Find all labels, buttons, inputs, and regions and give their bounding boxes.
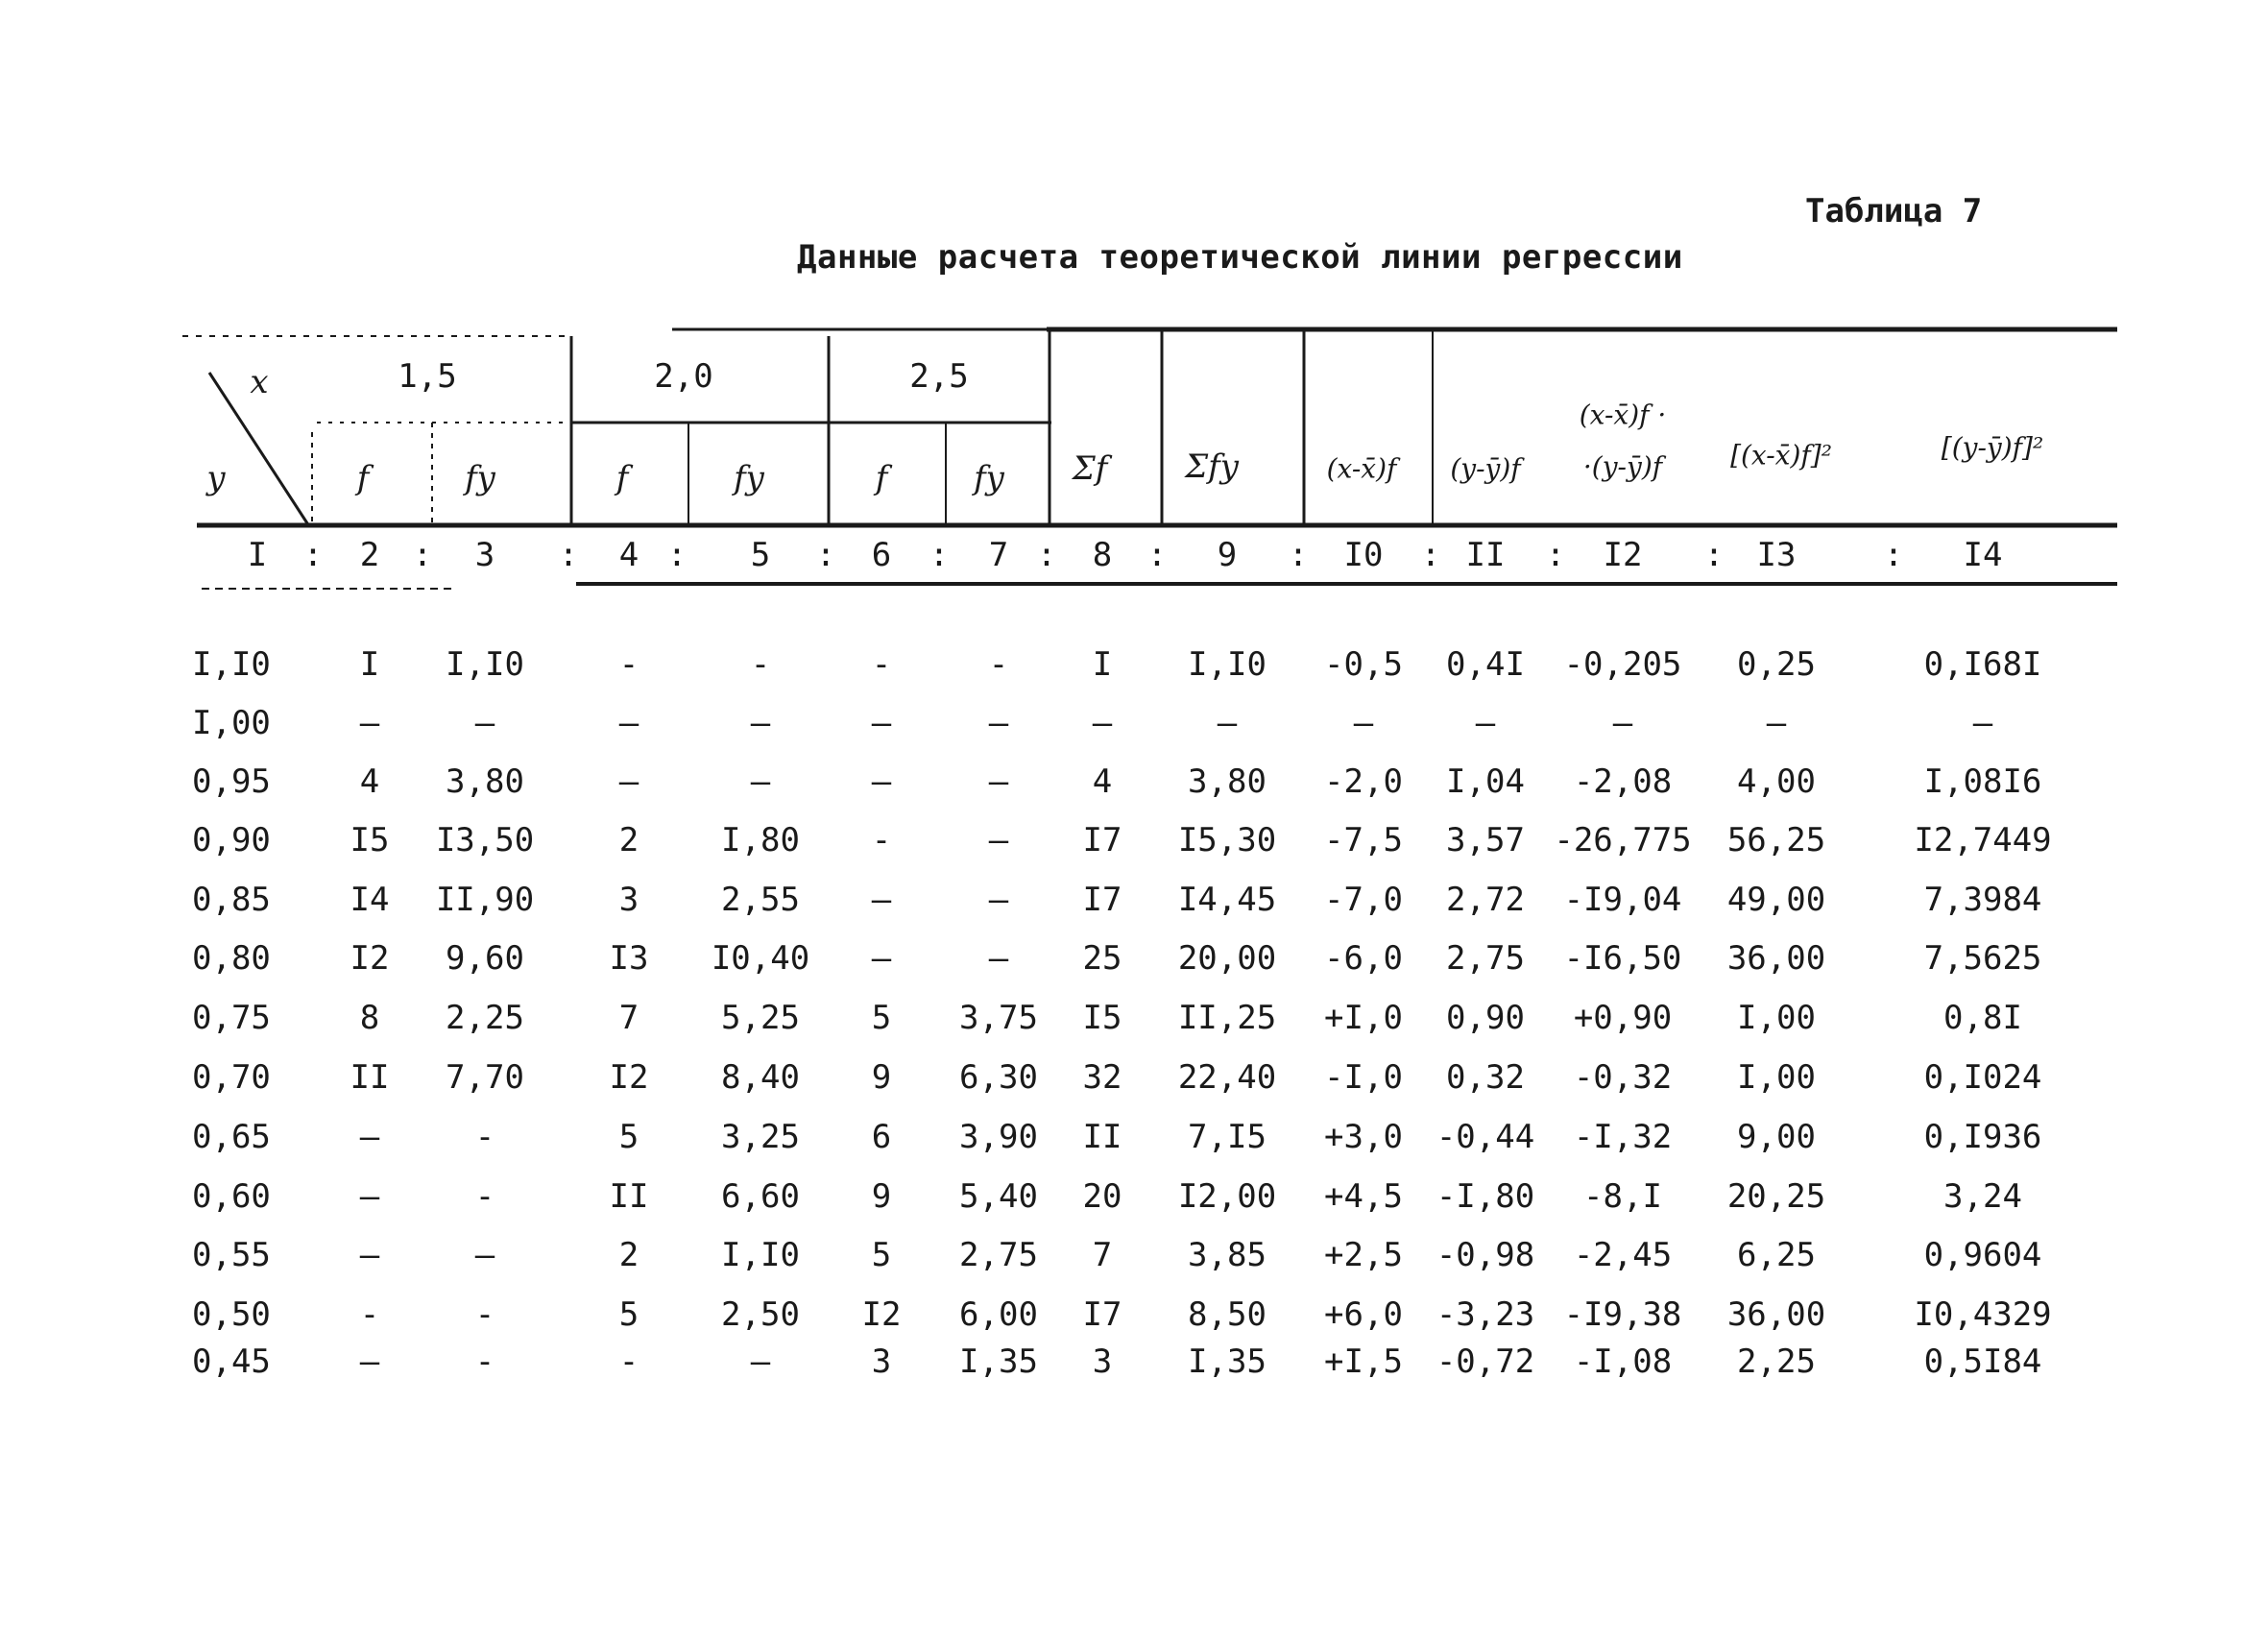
table-cell: 5 — [618, 1295, 639, 1334]
table-cell: II,90 — [435, 881, 535, 919]
table-cell: 4 — [1092, 762, 1113, 801]
table-cell: -0,72 — [1436, 1343, 1535, 1381]
table-cell: I5 — [350, 821, 390, 859]
table-cell: I,I0 — [192, 645, 271, 684]
table-cell: 7,I5 — [1188, 1118, 1267, 1156]
table-cell: - — [750, 645, 771, 684]
table-cell: 0,8I — [1943, 999, 2022, 1037]
column-number-6: 6 — [871, 536, 892, 574]
table-cell: 22,40 — [1177, 1058, 1277, 1097]
table-cell: -7,0 — [1324, 881, 1403, 919]
col-5-header: fy — [734, 459, 764, 497]
table-cell: — — [359, 1177, 380, 1216]
table-cell: I,00 — [1737, 1058, 1816, 1097]
col-9-header: Σfy — [1185, 448, 1239, 486]
column-number-7: 7 — [988, 536, 1009, 574]
col-14-header: [(y-ȳ)f]² — [1941, 431, 2044, 464]
table-cell: 9 — [871, 1058, 892, 1097]
table-cell: 3,75 — [959, 999, 1038, 1037]
table-cell: — — [359, 1343, 380, 1381]
column-number-4: 4 — [618, 536, 639, 574]
table-cell: I5 — [1082, 999, 1122, 1037]
col-7-header: fy — [974, 459, 1004, 497]
table-cell: 0,I936 — [1923, 1118, 2042, 1156]
table-cell: — — [988, 939, 1009, 978]
table-cell: 0,45 — [192, 1343, 271, 1381]
column-separator: : — [1288, 536, 1309, 574]
table-cell: -I,08 — [1573, 1343, 1673, 1381]
table-cell: -8,I — [1583, 1177, 1662, 1216]
table-cell: — — [750, 762, 771, 801]
table-cell: — — [871, 704, 892, 742]
column-separator: : — [558, 536, 579, 574]
col-8-header: Σf — [1072, 449, 1108, 488]
table-cell: I,I0 — [446, 645, 524, 684]
table-cell: 0,85 — [192, 881, 271, 919]
table-cell: 0,90 — [192, 821, 271, 859]
table-cell: I2 — [609, 1058, 649, 1097]
col-12-header-line2: ·(y-ȳ)f — [1582, 450, 1663, 483]
column-number-2: 2 — [359, 536, 380, 574]
table-cell: I7 — [1082, 881, 1122, 919]
table-cell: 0,32 — [1446, 1058, 1525, 1097]
table-cell: 0,70 — [192, 1058, 271, 1097]
table-cell: I,08I6 — [1923, 762, 2042, 801]
table-cell: 6,60 — [721, 1177, 800, 1216]
table-cell: 7,3984 — [1923, 881, 2042, 919]
table-cell: 2,55 — [721, 881, 800, 919]
table-cell: 6,30 — [959, 1058, 1038, 1097]
table-cell: +I,5 — [1324, 1343, 1403, 1381]
table-cell: I,I0 — [721, 1236, 800, 1274]
table-cell: — — [871, 881, 892, 919]
table-cell: I2 — [861, 1295, 902, 1334]
table-cell: — — [474, 1236, 495, 1274]
x-value-2: 2,0 — [654, 357, 713, 396]
table-cell: -I6,50 — [1563, 939, 1682, 978]
table-cell: I,I0 — [1188, 645, 1267, 684]
corner-x-label: x — [250, 363, 269, 401]
table-cell: 7,5625 — [1923, 939, 2042, 978]
table-cell: 5 — [618, 1118, 639, 1156]
table-cell: -0,44 — [1436, 1118, 1535, 1156]
table-cell: 36,00 — [1726, 939, 1826, 978]
table-cell: — — [988, 881, 1009, 919]
table-cell: +I,0 — [1324, 999, 1403, 1037]
table-cell: - — [474, 1118, 495, 1156]
table-cell: 3 — [871, 1343, 892, 1381]
table-cell: -7,5 — [1324, 821, 1403, 859]
table-cell: 3,24 — [1943, 1177, 2022, 1216]
table-cell: — — [1612, 704, 1633, 742]
table-cell: — — [359, 1118, 380, 1156]
table-cell: — — [474, 704, 495, 742]
col-4-header: f — [615, 459, 629, 497]
table-cell: -I9,38 — [1563, 1295, 1682, 1334]
column-separator: : — [666, 536, 688, 574]
table-cell: 3,80 — [446, 762, 524, 801]
column-number-9: 9 — [1217, 536, 1238, 574]
table-cell: - — [618, 1343, 639, 1381]
table-cell: 36,00 — [1726, 1295, 1826, 1334]
table-cell: — — [1475, 704, 1496, 742]
table-cell: — — [988, 704, 1009, 742]
table-cell: 0,5I84 — [1923, 1343, 2042, 1381]
table-cell: 0,95 — [192, 762, 271, 801]
table-cell: 3,85 — [1188, 1236, 1267, 1274]
column-number-5: 5 — [750, 536, 771, 574]
table-cell: - — [474, 1177, 495, 1216]
table-cell: 0,50 — [192, 1295, 271, 1334]
col-6-header: f — [875, 459, 888, 497]
table-cell: 7 — [1092, 1236, 1113, 1274]
table-cell: I — [1092, 645, 1113, 684]
table-cell: -3,23 — [1436, 1295, 1535, 1334]
col-2-header: f — [356, 459, 370, 497]
table-cell: — — [359, 1236, 380, 1274]
table-cell: — — [1766, 704, 1787, 742]
table-cell: -I,80 — [1436, 1177, 1535, 1216]
table-cell: 5,40 — [959, 1177, 1038, 1216]
table-cell: 0,55 — [192, 1236, 271, 1274]
table-cell: +3,0 — [1324, 1118, 1403, 1156]
table-cell: I0,40 — [711, 939, 810, 978]
column-number-3: 3 — [474, 536, 495, 574]
x-value-3: 2,5 — [909, 357, 969, 396]
table-cell: -2,45 — [1573, 1236, 1673, 1274]
table-cell: I — [359, 645, 380, 684]
table-cell: 8 — [359, 999, 380, 1037]
table-cell: 7,70 — [446, 1058, 524, 1097]
table-cell: - — [871, 821, 892, 859]
table-cell: - — [618, 645, 639, 684]
table-cell: — — [871, 762, 892, 801]
column-separator: : — [815, 536, 836, 574]
table-cell: — — [1092, 704, 1113, 742]
column-number-12: I2 — [1603, 536, 1643, 574]
table-cell: 9 — [871, 1177, 892, 1216]
column-number-13: I3 — [1756, 536, 1797, 574]
table-cell: — — [359, 704, 380, 742]
table-cell: 5,25 — [721, 999, 800, 1037]
table-cell: I,00 — [192, 704, 271, 742]
col-10-header: (x-x̄)f — [1326, 452, 1397, 485]
table-cell: I7 — [1082, 821, 1122, 859]
column-number-14: I4 — [1963, 536, 2003, 574]
column-number-11: II — [1465, 536, 1506, 574]
table-cell: 0,I68I — [1923, 645, 2042, 684]
table-cell: I2 — [350, 939, 390, 978]
col-3-header: fy — [465, 459, 495, 497]
table-cell: - — [474, 1295, 495, 1334]
table-cell: 32 — [1082, 1058, 1122, 1097]
table-cell: 9,00 — [1737, 1118, 1816, 1156]
table-cell: 2 — [618, 821, 639, 859]
table-cell: 2,50 — [721, 1295, 800, 1334]
table-cell: -6,0 — [1324, 939, 1403, 978]
table-cell: I5,30 — [1177, 821, 1277, 859]
table-cell: - — [359, 1295, 380, 1334]
table-cell: 6,00 — [959, 1295, 1038, 1334]
column-number-1: I — [247, 536, 268, 574]
column-separator: : — [1545, 536, 1566, 574]
table-cell: 0,60 — [192, 1177, 271, 1216]
table-cell: I4,45 — [1177, 881, 1277, 919]
table-cell: -I9,04 — [1563, 881, 1682, 919]
table-cell: I3 — [609, 939, 649, 978]
column-separator: : — [1420, 536, 1441, 574]
column-separator: : — [929, 536, 950, 574]
table-cell: -2,0 — [1324, 762, 1403, 801]
table-cell: — — [1353, 704, 1374, 742]
table-cell: 5 — [871, 1236, 892, 1274]
table-cell: -0,5 — [1324, 645, 1403, 684]
table-cell: -I,32 — [1573, 1118, 1673, 1156]
table-cell: -2,08 — [1573, 762, 1673, 801]
table-cell: 0,I024 — [1923, 1058, 2042, 1097]
table-cell: 3 — [618, 881, 639, 919]
table-cell: 7 — [618, 999, 639, 1037]
table-cell: 3,80 — [1188, 762, 1267, 801]
column-separator: : — [302, 536, 324, 574]
table-cell: I,00 — [1737, 999, 1816, 1037]
column-number-8: 8 — [1092, 536, 1113, 574]
table-cell: 3,57 — [1446, 821, 1525, 859]
table-cell: — — [988, 762, 1009, 801]
table-cell: 2,75 — [1446, 939, 1525, 978]
table-cell: 6,25 — [1737, 1236, 1816, 1274]
table-cell: 3,90 — [959, 1118, 1038, 1156]
table-cell: I,80 — [721, 821, 800, 859]
table-cell: — — [618, 762, 639, 801]
table-cell: 20,25 — [1726, 1177, 1826, 1216]
column-separator: : — [1146, 536, 1168, 574]
table-title: Данные расчета теоретической линии регрессии — [797, 238, 1683, 277]
table-cell: -26,775 — [1554, 821, 1692, 859]
table-cell: 49,00 — [1726, 881, 1826, 919]
col-11-header: (y-ȳ)f — [1450, 452, 1521, 485]
table-cell: 4,00 — [1737, 762, 1816, 801]
table-cell: -0,32 — [1573, 1058, 1673, 1097]
table-cell: 4 — [359, 762, 380, 801]
table-cell: I4 — [350, 881, 390, 919]
table-cell: 20,00 — [1177, 939, 1277, 978]
table-label: Таблица 7 — [1805, 192, 1983, 230]
column-number-10: I0 — [1343, 536, 1384, 574]
table-cell: I2,00 — [1177, 1177, 1277, 1216]
table-cell: 0,65 — [192, 1118, 271, 1156]
table-cell: 2,25 — [446, 999, 524, 1037]
table-cell: I,04 — [1446, 762, 1525, 801]
table-cell: I,35 — [959, 1343, 1038, 1381]
column-separator: : — [412, 536, 433, 574]
table-cell: II — [1082, 1118, 1122, 1156]
table-cell: - — [988, 645, 1009, 684]
table-cell: 2,25 — [1737, 1343, 1816, 1381]
table-cell: -0,205 — [1563, 645, 1682, 684]
table-cell: 3 — [1092, 1343, 1113, 1381]
table-cell: 6 — [871, 1118, 892, 1156]
table-cell: - — [871, 645, 892, 684]
table-cell: 5 — [871, 999, 892, 1037]
table-cell: 0,25 — [1737, 645, 1816, 684]
table-cell: — — [871, 939, 892, 978]
table-cell: — — [988, 821, 1009, 859]
table-cell: — — [1217, 704, 1238, 742]
table-cell: I2,7449 — [1914, 821, 2052, 859]
x-value-1: 1,5 — [398, 357, 457, 396]
table-cell: 2,75 — [959, 1236, 1038, 1274]
table-cell: — — [750, 1343, 771, 1381]
table-cell: — — [618, 704, 639, 742]
table-cell: 3,25 — [721, 1118, 800, 1156]
table-cell: +2,5 — [1324, 1236, 1403, 1274]
table-cell: — — [750, 704, 771, 742]
table-cell: 25 — [1082, 939, 1122, 978]
table-cell: 8,50 — [1188, 1295, 1267, 1334]
table-cell: - — [474, 1343, 495, 1381]
table-cell: I3,50 — [435, 821, 535, 859]
table-cell: -0,98 — [1436, 1236, 1535, 1274]
table-cell: 0,80 — [192, 939, 271, 978]
table-cell: 0,9604 — [1923, 1236, 2042, 1274]
table-cell: II — [350, 1058, 390, 1097]
column-separator: : — [1036, 536, 1057, 574]
table-cell: 0,90 — [1446, 999, 1525, 1037]
table-cell: II — [609, 1177, 649, 1216]
table-cell: -I,0 — [1324, 1058, 1403, 1097]
table-cell: 2,72 — [1446, 881, 1525, 919]
col-12-header-line1: (x-x̄)f · — [1579, 399, 1667, 431]
table-cell: II,25 — [1177, 999, 1277, 1037]
table-cell: +0,90 — [1573, 999, 1673, 1037]
table-cell: I,35 — [1188, 1343, 1267, 1381]
table-cell: I0,4329 — [1914, 1295, 2052, 1334]
table-cell: +4,5 — [1324, 1177, 1403, 1216]
table-cell: 0,75 — [192, 999, 271, 1037]
table-cell: 9,60 — [446, 939, 524, 978]
table-cell: 8,40 — [721, 1058, 800, 1097]
table-cell: 56,25 — [1726, 821, 1826, 859]
table-cell: I7 — [1082, 1295, 1122, 1334]
column-separator: : — [1703, 536, 1725, 574]
corner-y-label: y — [206, 459, 226, 497]
table-cell: 20 — [1082, 1177, 1122, 1216]
column-separator: : — [1883, 536, 1904, 574]
table-cell: +6,0 — [1324, 1295, 1403, 1334]
col-13-header: [(x-x̄)f]² — [1730, 439, 1832, 472]
table-cell: 0,4I — [1446, 645, 1525, 684]
table-cell: — — [1972, 704, 1993, 742]
table-cell: 2 — [618, 1236, 639, 1274]
